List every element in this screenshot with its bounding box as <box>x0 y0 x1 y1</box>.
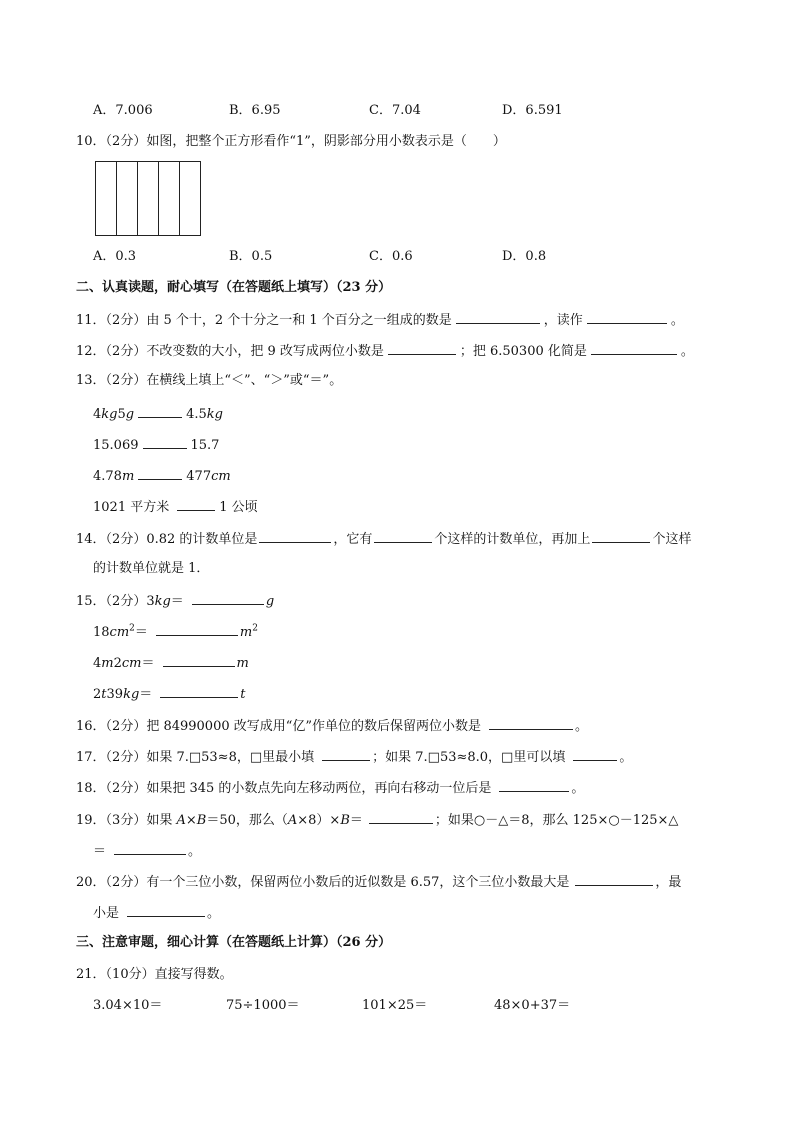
q15-l4-text: 39 <box>106 687 124 702</box>
q20-text-b: ，最 <box>655 875 682 890</box>
q15-l2-unit: cm <box>109 625 130 640</box>
q13-l3-text: 4.78 <box>93 469 122 484</box>
q13-l1-unit: kg <box>101 407 118 422</box>
q10-stem: 10．（2分）如图，把整个正方形看作“1”，阴影部分用小数表示是（ ） <box>76 134 506 149</box>
q13-l3-unit: m <box>121 469 135 484</box>
q13-l1-text: 4.5 <box>186 407 207 422</box>
q14-blank-2 <box>374 530 432 543</box>
section-2-heading: 二、认真读题，耐心填写（在答题纸上填写）（23 分） <box>76 280 392 295</box>
q19-text: ×8）× <box>297 813 341 828</box>
q14-text-c: 个这样的计数单位，再加上 <box>434 532 591 547</box>
q12-text-b: ；把 6.50300 化简是 <box>459 344 587 359</box>
q14-blank-1 <box>259 530 331 543</box>
q11-blank-1 <box>456 311 540 324</box>
q17-blank-1 <box>322 748 370 761</box>
q12-text-c: 。 <box>680 344 694 359</box>
q18-text-b: 。 <box>571 781 585 796</box>
q15-l2-exponent: 2 <box>129 623 135 634</box>
q10-option-d: D．0.8 <box>502 249 547 264</box>
q15-blank-2 <box>156 623 238 636</box>
q15-l2-exponent: 2 <box>252 623 258 634</box>
q15-blank-1 <box>192 592 264 605</box>
q20-blank-2 <box>127 904 205 917</box>
q15-l3-unit: m <box>101 656 114 671</box>
q15-line-2 <box>93 623 258 641</box>
q12-text-a: 12．（2分）不改变数的大小，把 9 改写成两位小数是 <box>76 344 384 359</box>
q15-blank-3 <box>163 654 235 667</box>
q14-text-b: ，它有 <box>333 532 373 547</box>
q16-text-a: 16．（2分）把 84990000 改写成用“亿”作单位的数后保留两位小数是 <box>76 719 482 734</box>
q13-blank-4 <box>177 498 215 511</box>
q13-line-2 <box>93 436 219 454</box>
q13-line-3 <box>93 467 231 485</box>
q19-blank-2 <box>114 842 186 855</box>
q15-l4-text: ＝ <box>139 687 153 702</box>
q19-line-2 <box>93 842 201 860</box>
q18-text-a: 18．（2分）如果把 345 的小数点先向左移动两位，再向右移动一位后是 <box>76 781 492 796</box>
q21-item: 3.04×10＝ <box>93 998 163 1013</box>
q15-line-4 <box>93 685 246 703</box>
q11-text-a: 11．（2分）由 5 个十，2 个十分之一和 1 个百分之一组成的数是 <box>76 313 452 328</box>
q15-l4-unit: t <box>240 687 246 702</box>
q19-variable: A <box>287 813 298 828</box>
q11-text-c: 。 <box>670 313 684 328</box>
q19-line-1 <box>76 811 678 829</box>
q19-text: 。 <box>188 844 202 859</box>
q15-l1-unit: kg <box>154 594 171 609</box>
q15-l2-text: ＝ <box>134 625 148 640</box>
q15-l1-text: ＝ <box>170 594 184 609</box>
q13-l1-unit: g <box>125 407 135 422</box>
q10-square-figure <box>95 161 201 236</box>
q19-text: ＝ <box>93 844 107 859</box>
q15-l1-unit: g <box>265 594 275 609</box>
q14-line-1 <box>76 530 691 548</box>
q10-option-c: C．0.6 <box>369 249 413 264</box>
q19-variable: A <box>176 813 186 828</box>
q15-l4-text: 2 <box>93 687 102 702</box>
q13-l1-unit: kg <box>206 407 223 422</box>
q16-text-b: 。 <box>575 719 589 734</box>
q15-l1-text: 15．（2分）3 <box>76 594 155 609</box>
q19-text: × <box>185 813 197 828</box>
q17-text-b: ；如果 7.□53≈8.0，□里可以填 <box>372 750 566 765</box>
q15-l3-unit: m <box>236 656 249 671</box>
q19-text: ＝50，那么（ <box>206 813 288 828</box>
q19-blank-1 <box>369 811 433 824</box>
q12-blank-1 <box>388 342 456 355</box>
q19-text: ；如果○－△＝8，那么 125×○－125×△ <box>434 813 679 828</box>
q13-l2-text: 15.7 <box>190 438 220 453</box>
q19-text: 19．（3分）如果 <box>76 813 173 828</box>
q18-blank-1 <box>499 779 569 792</box>
q13-line-1 <box>93 405 223 423</box>
q13-blank-3 <box>138 467 182 480</box>
q15-line-1 <box>76 592 274 610</box>
section-3-heading: 三、注意审题，细心计算（在答题纸上计算）（26 分） <box>76 935 392 950</box>
q19-variable: B <box>340 813 350 828</box>
q15-l4-unit: t <box>101 687 107 702</box>
q21-stem: 21．（10分）直接写得数。 <box>76 967 233 982</box>
q18 <box>76 779 584 797</box>
q14-blank-3 <box>592 530 650 543</box>
q14-text-a: 14．（2分）0.82 的计数单位是 <box>76 532 258 547</box>
q15-l3-text: ＝ <box>141 656 155 671</box>
q10-option-b: B．0.5 <box>229 249 273 264</box>
q17 <box>76 748 632 766</box>
q21-item: 101×25＝ <box>362 998 428 1013</box>
q9-option-c: C．7.04 <box>369 103 421 118</box>
q19-text: ＝ <box>349 813 363 828</box>
q17-text-a: 17．（2分）如果 7.□53≈8，□里最小填 <box>76 750 315 765</box>
q13-l4-text: 1021 平方米 <box>93 500 170 515</box>
q13-l3-unit: cm <box>211 469 231 484</box>
q17-blank-2 <box>573 748 617 761</box>
q17-text-c: 。 <box>619 750 633 765</box>
q11 <box>76 311 684 329</box>
q13-l2-text: 15.069 <box>93 438 139 453</box>
q15-blank-4 <box>160 685 238 698</box>
q16 <box>76 717 588 735</box>
q20-text-c: 小是 <box>93 906 120 921</box>
q20-line-1 <box>76 873 681 891</box>
q13-l1-text: 4 <box>93 407 102 422</box>
q11-text-b: ，读作 <box>543 313 583 328</box>
q16-blank-1 <box>489 717 573 730</box>
q21-item: 75÷1000＝ <box>226 998 300 1013</box>
q12 <box>76 342 694 360</box>
q12-blank-2 <box>591 342 677 355</box>
q13-l1-text: 5 <box>117 407 126 422</box>
q13-blank-2 <box>143 436 187 449</box>
q21-item: 48×0+37＝ <box>494 998 571 1013</box>
q11-blank-2 <box>587 311 667 324</box>
figure-outline <box>96 162 201 236</box>
q10-option-a: A．0.3 <box>93 249 137 264</box>
q15-l4-unit: kg <box>123 687 140 702</box>
q20-blank-1 <box>575 873 653 886</box>
q13-l3-text: 477 <box>186 469 212 484</box>
q20-line-2 <box>93 904 220 922</box>
q14-line-2: 的计数单位就是 1． <box>93 561 210 576</box>
q15-l2-text: 18 <box>93 625 110 640</box>
q13-l4-text: 1 公顷 <box>219 500 258 515</box>
q20-text-d: 。 <box>207 906 221 921</box>
q15-l3-text: 2 <box>113 656 122 671</box>
q19-variable: B <box>196 813 207 828</box>
q15-line-3 <box>93 654 249 672</box>
q15-l2-unit: m <box>239 625 253 640</box>
q15-l3-unit: cm <box>121 656 142 671</box>
q13-stem: 13．（2分）在横线上填上“＜”、“＞”或“＝”。 <box>76 373 343 388</box>
q13-blank-1 <box>138 405 182 418</box>
q9-option-a: A．7.006 <box>93 103 153 118</box>
q15-l3-text: 4 <box>93 656 102 671</box>
q13-line-4 <box>93 498 258 516</box>
q9-option-b: B．6.95 <box>229 103 281 118</box>
q14-text-d: 个这样 <box>652 532 692 547</box>
q9-option-d: D．6.591 <box>502 103 563 118</box>
q20-text-a: 20．（2分）有一个三位小数，保留两位小数后的近似数是 6.57，这个三位小数最大是 <box>76 875 570 890</box>
